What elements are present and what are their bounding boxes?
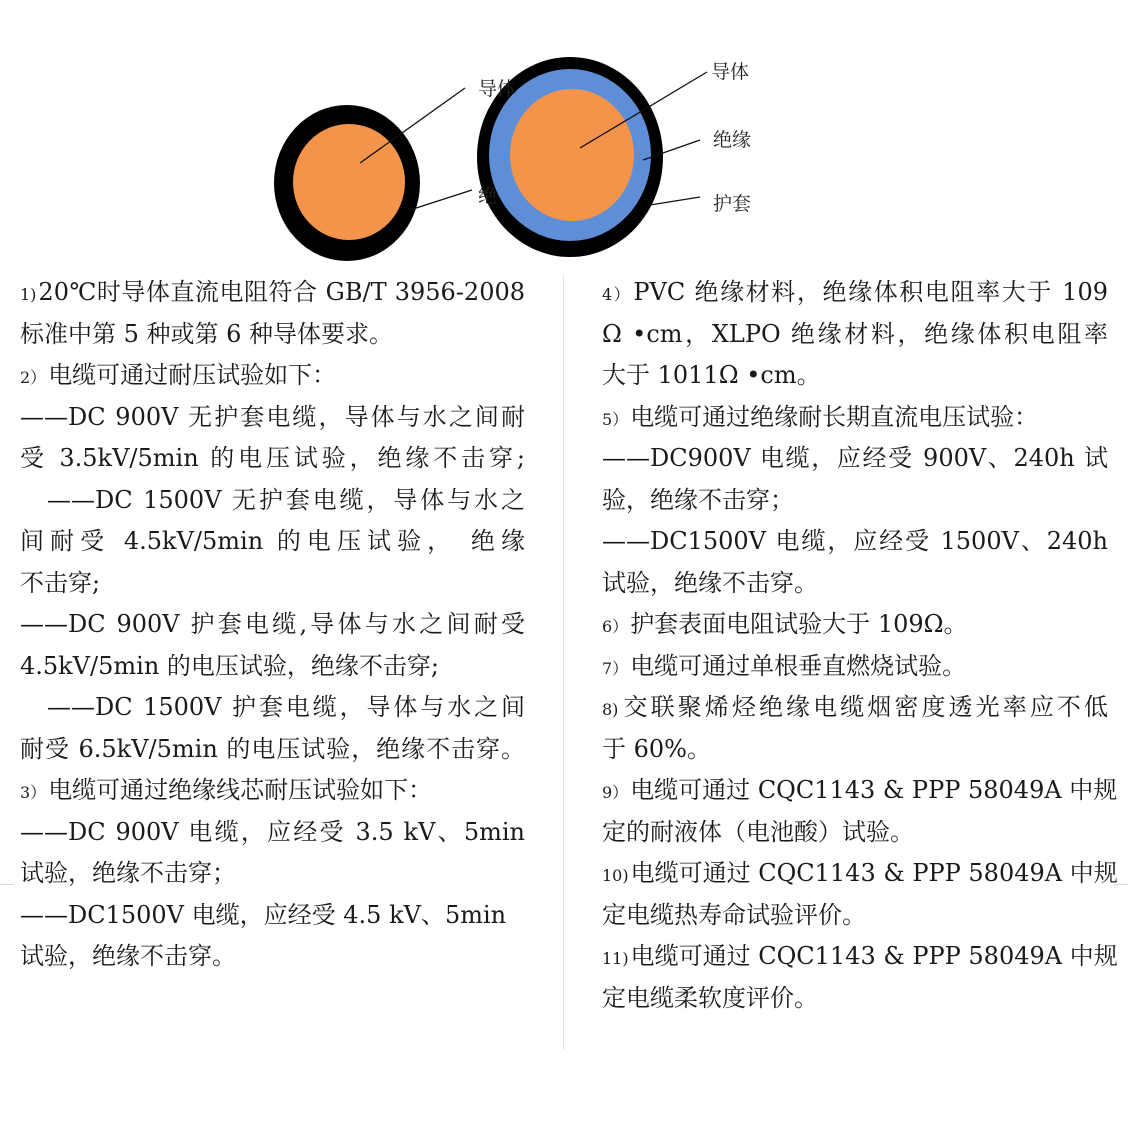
- spec-line: [602, 438, 1108, 480]
- spec-text: PVC 绝缘材料，绝缘体积电阻率大于 109: [633, 278, 1108, 306]
- spec-line: [602, 729, 1108, 771]
- spec-text: 定电缆热寿命试验评价。: [602, 900, 866, 929]
- spec-text: 电缆可通过 CQC1143 & PPP 58049A 中规: [630, 776, 1118, 804]
- right-spec-column: [602, 272, 1118, 1019]
- column-divider: [563, 275, 564, 1050]
- spec-text: 试验，绝缘不击穿；: [20, 859, 236, 887]
- spec-line: [20, 563, 525, 605]
- spec-text: 试验，绝缘不击穿。: [602, 568, 818, 597]
- spec-text: ——DC900V 电缆，应经受 900V、240h 试: [602, 444, 1108, 472]
- spec-line: [20, 521, 525, 563]
- spec-text: 不击穿;: [20, 568, 101, 597]
- right-sheath-label: 护套: [713, 193, 752, 215]
- spec-text: 交联聚烯烃绝缘电缆烟密度透光率应不低: [620, 693, 1108, 721]
- item-number: 5）: [602, 409, 629, 429]
- spec-text: 4.5kV/5min 的电压试验，绝缘不击穿;: [20, 651, 440, 680]
- single-layer-cable: [274, 105, 420, 261]
- spec-text: 于 60%。: [602, 734, 711, 763]
- spec-text: 耐受 6.5kV/5min 的电压试验，绝缘不击穿。: [20, 734, 525, 763]
- spec-line: [602, 397, 1108, 439]
- spec-line: [20, 812, 525, 854]
- spec-line: [602, 314, 1108, 356]
- spec-text: 大于 1011Ω •cm。: [602, 361, 821, 389]
- right-insulation-label: 绝缘: [713, 129, 752, 151]
- spec-line: [20, 272, 525, 314]
- cable-cross-section-diagram: [0, 0, 1128, 280]
- spec-line: [602, 812, 1108, 854]
- spec-line: [20, 604, 525, 646]
- spec-line: [602, 895, 1108, 937]
- spec-line: [602, 563, 1108, 605]
- spec-text: 电缆可通过耐压试验如下：: [48, 361, 337, 389]
- spec-line: [602, 521, 1108, 563]
- spec-text: ——DC 1500V 护套电缆，导体与水之间: [47, 693, 525, 721]
- item-number: 3）: [20, 783, 47, 802]
- spec-line: [602, 687, 1108, 729]
- item-number: 4）: [602, 285, 632, 304]
- spec-text: 电缆可通过绝缘线芯耐压试验如下：: [48, 776, 433, 804]
- right-conductor-label: 导体: [711, 61, 750, 83]
- spec-line: [20, 438, 525, 480]
- spec-line: [602, 853, 1118, 895]
- spec-text: ——DC 900V 无护套电缆，导体与水之间耐: [20, 402, 525, 431]
- spec-line: [20, 895, 525, 937]
- spec-text: 电缆可通过绝缘耐长期直流电压试验：: [630, 402, 1039, 431]
- spec-text: ——DC 900V 护套电缆,导体与水之间耐受: [20, 610, 525, 638]
- spec-text: Ω •cm，XLPO 绝缘材料，绝缘体积电阻率: [602, 319, 1108, 348]
- spec-line: [20, 936, 525, 978]
- spec-line: [602, 770, 1118, 812]
- spec-text: 试验，绝缘不击穿。: [20, 942, 236, 970]
- spec-line: [20, 729, 525, 771]
- left-spec-column: [20, 272, 525, 978]
- right-sheath-leader: [650, 197, 700, 205]
- spec-line: [20, 314, 525, 356]
- left-sheath-label: 绝: [478, 185, 498, 207]
- spec-line: [20, 646, 525, 688]
- spec-text: 定电缆柔软度评价。: [602, 983, 818, 1012]
- spec-text: 电缆可通过单根垂直燃烧试验。: [630, 651, 967, 680]
- spec-line: [20, 397, 525, 439]
- item-number: 10): [602, 866, 629, 885]
- left-conductor-label: 导体: [478, 78, 517, 100]
- spec-line: [20, 355, 525, 397]
- item-number: 7）: [602, 658, 629, 678]
- spec-line: [20, 853, 525, 895]
- spec-text: 验，绝缘不击穿；: [602, 485, 794, 514]
- spec-line: [602, 978, 1108, 1020]
- spec-text: 定的耐液体（电池酸）试验。: [602, 817, 914, 846]
- spec-text: 标准中第 5 种或第 6 种导体要求。: [20, 319, 394, 348]
- spec-text: 20℃时导体直流电阻符合 GB/T 3956-2008: [38, 278, 525, 306]
- spec-text: 电缆可通过 CQC1143 & PPP 58049A 中规: [630, 942, 1118, 970]
- spec-line: [602, 272, 1108, 314]
- spec-text: 电缆可通过 CQC1143 & PPP 58049A 中规: [630, 859, 1118, 887]
- spec-line: [20, 480, 525, 522]
- spec-line: [602, 646, 1108, 688]
- spec-text: ——DC1500V 电缆，应经受 1500V、240h: [602, 527, 1108, 555]
- spec-line: [20, 687, 525, 729]
- spec-text: 护套表面电阻试验大于 109Ω。: [630, 610, 968, 638]
- spec-line: [602, 355, 1108, 397]
- item-number: 9）: [602, 783, 629, 802]
- item-number: 1): [20, 285, 37, 304]
- spec-text: 受 3.5kV/5min 的电压试验，绝缘不击穿;: [20, 444, 525, 472]
- left-edge-mark: [0, 884, 14, 885]
- spec-line: [20, 770, 525, 812]
- item-number: 2）: [20, 368, 47, 387]
- spec-text: ——DC 900V 电缆，应经受 3.5 kV、5min: [20, 817, 525, 846]
- spec-line: [602, 936, 1118, 978]
- item-number: 6）: [602, 617, 629, 636]
- spec-text: 间耐受 4.5kV/5min 的电压试验， 绝缘: [20, 527, 525, 555]
- item-number: 11): [602, 949, 629, 968]
- left-conductor-core: [293, 124, 405, 240]
- spec-text: ——DC 1500V 无护套电缆，导体与水之: [47, 485, 525, 514]
- right-conductor-core: [510, 89, 634, 221]
- spec-text: ——DC1500V 电缆，应经受 4.5 kV、5min: [20, 900, 507, 929]
- spec-line: [602, 604, 1108, 646]
- spec-line: [602, 480, 1108, 522]
- item-number: 8): [602, 700, 619, 719]
